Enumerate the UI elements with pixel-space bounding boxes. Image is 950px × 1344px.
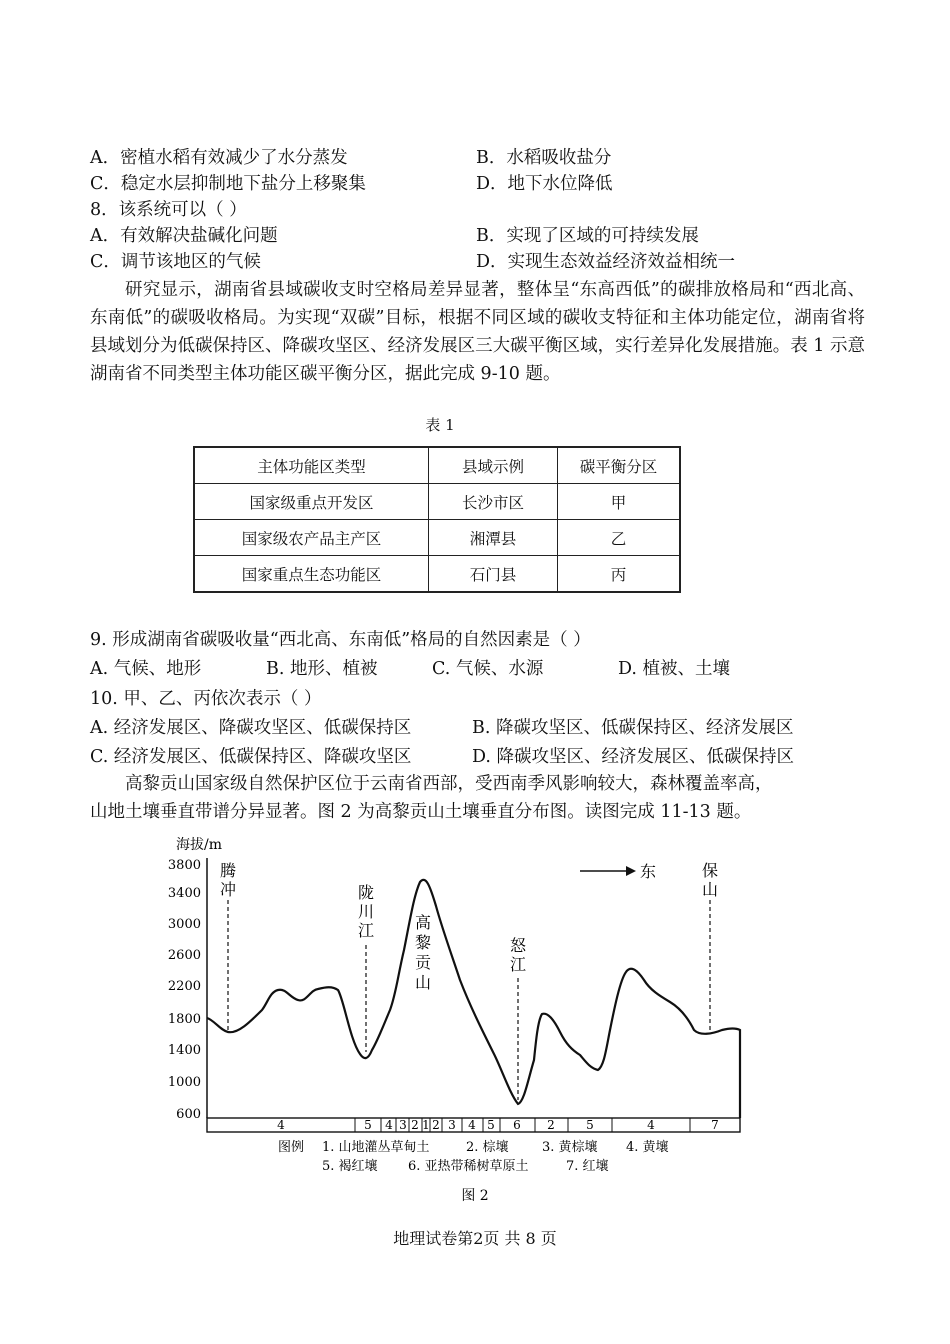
y-tick-label: 1000 [167,1075,201,1090]
soil-bar-label: 1 [422,1118,430,1132]
y-tick-label: 3400 [167,886,201,901]
place-label-nujiang: 怒江 [509,936,527,974]
y-tick-label: 2600 [167,948,201,963]
q10-option-a: A. 经济发展区、降碳攻坚区、低碳保持区 [90,718,412,738]
place-label-baoshan: 保山 [701,861,719,899]
table-cell: 石门县 [429,556,558,593]
q7-option-c: C．稳定水层抑制地下盐分上移聚集 [90,174,366,194]
soil-bar-label: 6 [513,1118,521,1132]
q9-stem: 9. 形成湖南省碳吸收量“西北高、东南低”格局的自然因素是（ ） [90,630,591,650]
soil-bar-label: 4 [385,1118,393,1132]
y-tick-label: 3000 [167,917,201,932]
q9-option-b: B. 地形、植被 [266,659,378,679]
place-label-tengchong: 腾冲 [219,861,237,899]
legend-item: 1. 山地灌丛草甸土 [322,1140,430,1155]
q7-option-b: B．水稻吸收盐分 [476,148,612,168]
soil-bar-label: 2 [432,1118,440,1132]
passage-gaoligong-line1: 高黎贡山国家级自然保护区位于云南省西部，受西南季风影响较大，森林覆盖率高， [125,774,773,794]
table-cell: 甲 [558,484,681,520]
q10-option-c: C. 经济发展区、低碳保持区、降碳攻坚区 [90,747,412,767]
q8-option-a: A．有效解决盐碱化问题 [90,226,278,246]
q8-option-d: D．实现生态效益经济效益相统一 [476,252,736,272]
soil-bar-label: 2 [547,1118,555,1132]
q8-option-c: C．调节该地区的气候 [90,252,261,272]
q10-option-b: B. 降碳攻坚区、低碳保持区、经济发展区 [472,718,794,738]
soil-bar-label: 4 [647,1118,655,1132]
place-label-longchuan: 陇川江 [357,883,375,940]
legend-item: 4. 黄壤 [626,1140,669,1155]
direction-label: 东 [640,862,657,881]
soil-bar-label: 2 [411,1118,419,1132]
legend-item: 7. 红壤 [566,1159,609,1174]
arrow-head-icon [626,866,636,876]
y-tick-label: 3800 [167,858,201,873]
soil-bar-label: 4 [468,1118,476,1132]
q7-option-a: A．密植水稻有效减少了水分蒸发 [90,148,348,168]
soil-bar-label: 3 [399,1118,407,1132]
page-footer: 地理试卷第2页 共 8 页 [393,1229,557,1248]
soil-bar-label: 5 [364,1118,372,1132]
table-header-cell: 县域示例 [429,447,558,484]
table-header-cell: 主体功能区类型 [194,447,429,484]
q10-option-d: D. 降碳攻坚区、经济发展区、低碳保持区 [472,747,795,767]
passage-gaoligong-line2: 山地土壤垂直带谱分异显著。图 2 为高黎贡山土壤垂直分布图。读图完成 11-13 题。 [90,802,752,822]
q7-option-d: D．地下水位降低 [476,174,613,194]
table-cell: 丙 [558,556,681,593]
legend-title: 图例 [278,1140,305,1155]
soil-bar-label: 5 [586,1118,594,1132]
table-header-cell: 碳平衡分区 [558,447,681,484]
y-axis-label: 海拔/m [176,837,222,853]
passage-carbon-text: 研究显示，湖南省县域碳收支时空格局差异显著，整体呈“东高西低”的碳排放格局和“西北高、东南低”的碳吸收格局。为实现“双碳”目标，根据不同区域的碳收支特征和主体功能定位，湖南省将县域划分为低碳保持区、降碳攻坚区、经济发展区三大碳平衡区域，实行差异化发展措施。表 1 示意湖南省不同类型主体功能区碳平衡分区，据此完成 9-10 题。 [90,280,865,384]
table1-caption: 表 1 [425,416,455,434]
legend-item: 6. 亚热带稀树草原土 [408,1159,529,1174]
place-label-gaoligong: 高黎贡山 [414,913,432,992]
legend-item: 2. 棕壤 [466,1140,509,1155]
figure2-caption: 图 2 [461,1188,489,1204]
table-cell: 乙 [558,520,681,556]
table-cell: 国家级农产品主产区 [194,520,429,556]
q9-option-a: A. 气候、地形 [90,659,202,679]
y-tick-label: 600 [176,1107,201,1122]
legend-item: 3. 黄棕壤 [542,1140,598,1155]
y-tick-label: 1400 [167,1043,201,1058]
soil-bar-label: 4 [277,1118,285,1132]
table-cell: 湘潭县 [429,520,558,556]
y-tick-label: 1800 [167,1012,201,1027]
soil-bar-label: 7 [711,1118,719,1132]
q9-option-d: D. 植被、土壤 [618,659,731,679]
soil-bar-label: 3 [448,1118,456,1132]
q8-option-b: B．实现了区域的可持续发展 [476,226,699,246]
table-cell: 国家重点生态功能区 [194,556,429,593]
q8-stem: 8．该系统可以（ ） [90,200,247,220]
terrain-profile [207,880,740,1118]
table-cell: 长沙市区 [429,484,558,520]
legend-item: 5. 褐红壤 [322,1159,378,1174]
q10-stem: 10. 甲、乙、丙依次表示（ ） [90,689,322,709]
soil-bar-label: 5 [487,1118,495,1132]
y-tick-label: 2200 [167,979,201,994]
q9-option-c: C. 气候、水源 [432,659,544,679]
table-cell: 国家级重点开发区 [194,484,429,520]
